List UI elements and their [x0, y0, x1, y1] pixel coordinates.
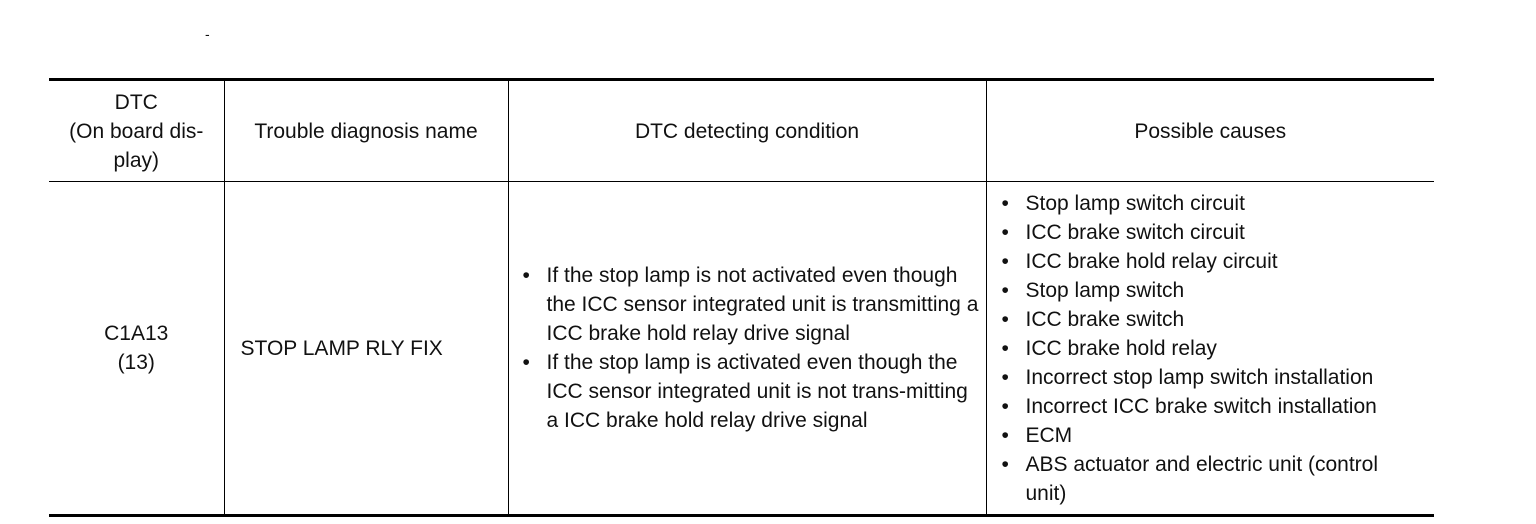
header-row — [49, 80, 1434, 182]
condition-item: • If the stop lamp is not activated even though the ICC sensor integrated unit is transmitting a ICC brake hold relay drive signal — [523, 261, 980, 348]
header-detecting-condition: DTC detecting condition — [508, 80, 986, 182]
cause-item: • ECM — [1002, 421, 1425, 450]
condition-list — [509, 261, 986, 435]
possible-causes-cell — [986, 182, 1434, 516]
cause-item: • ABS actuator and electric unit (control unit) — [1002, 450, 1425, 508]
header-possible-causes: Possible causes — [986, 80, 1434, 182]
page-mark: - — [205, 26, 210, 42]
cause-item: • Stop lamp switch — [1002, 276, 1425, 305]
causes-list — [987, 189, 1435, 508]
header-dtc-line-3: play) — [113, 148, 160, 172]
cause-item: • ICC brake switch circuit — [1002, 218, 1425, 247]
cause-item: • ICC brake hold relay — [1002, 334, 1425, 363]
dtc-table — [49, 78, 1434, 517]
detecting-condition-cell — [508, 182, 986, 516]
condition-item: • If the stop lamp is activated even though the ICC sensor integrated unit is not trans-mitting a ICC brake hold relay drive signal — [523, 348, 980, 435]
cause-item: • Incorrect ICC brake switch installation — [1002, 392, 1425, 421]
cause-item: • ICC brake hold relay circuit — [1002, 247, 1425, 276]
dtc-code: C1A13 — [104, 322, 169, 345]
cause-item: • ICC brake switch — [1002, 305, 1425, 334]
table-row — [49, 182, 1434, 516]
header-trouble-diagnosis-name: Trouble diagnosis name — [224, 80, 508, 182]
cause-item: • Incorrect stop lamp switch installation — [1002, 363, 1425, 392]
trouble-diagnosis-name: STOP LAMP RLY FIX — [224, 182, 508, 516]
board-display-code: (13) — [117, 351, 155, 374]
cause-item: • Stop lamp switch circuit — [1002, 189, 1425, 218]
header-dtc-line-2: (On board dis- — [69, 119, 204, 143]
header-dtc-line-1: DTC — [114, 90, 158, 114]
header-dtc — [49, 80, 224, 182]
dtc-code-cell — [49, 182, 224, 516]
